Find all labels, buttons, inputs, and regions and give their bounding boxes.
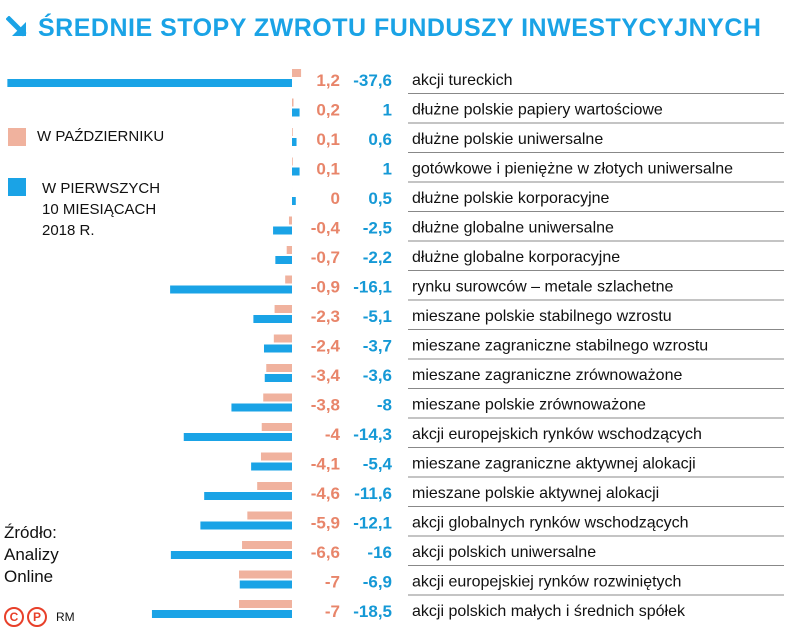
value-label-ytd: -12,1 (353, 513, 392, 533)
category-label: mieszane zagraniczne aktywnej alokacji (412, 455, 696, 473)
category-label: dłużne globalne korporacyjne (412, 249, 621, 266)
bar-ytd (292, 138, 297, 146)
bar-month (261, 453, 292, 461)
value-label-month: -7 (324, 602, 340, 621)
bar-month (289, 217, 292, 225)
bar-ytd (292, 109, 300, 117)
bar-ytd (7, 79, 292, 87)
bar-month (239, 600, 292, 608)
value-label-month: 0,1 (316, 130, 340, 149)
bar-month (247, 512, 292, 520)
value-label-ytd: -5,4 (362, 454, 392, 474)
bar-month (292, 99, 294, 107)
value-label-ytd: -14,3 (353, 425, 392, 444)
category-label: rynku surowców – metale szlachetne (412, 278, 674, 296)
bar-month (242, 541, 292, 549)
bar-ytd (264, 345, 292, 353)
value-label-month: -3,4 (310, 366, 340, 385)
value-label-ytd: -3,6 (362, 366, 392, 385)
bar-ytd (251, 463, 292, 471)
category-label: akcji polskich uniwersalne (412, 544, 597, 561)
bar-month (287, 246, 292, 254)
category-label: gotówkowe i pieniężne w złotych uniwersalne (412, 160, 734, 178)
bar-month (292, 128, 293, 136)
bar-month (266, 364, 292, 372)
legend-ytd-label: W PIERWSZYCH 10 MIESIĄCACH 2018 R. (42, 180, 161, 239)
category-label: mieszane polskie zrównoważone (412, 396, 646, 414)
bar-ytd (253, 315, 292, 323)
value-label-ytd: -11,6 (354, 484, 392, 503)
category-label: akcji europejskich rynków wschodzących (412, 426, 702, 443)
bar-ytd (200, 522, 292, 530)
author-initials: RM (56, 610, 75, 624)
value-label-month: -2,4 (310, 336, 340, 356)
category-label: mieszane zagraniczne stabilnego wzrostu (412, 337, 709, 355)
legend-month-label: W PAŹDZIERNIKU (37, 128, 165, 145)
value-label-ytd: 0,6 (368, 130, 392, 149)
category-label: dłużne polskie papiery wartościowe (412, 101, 663, 119)
bar-month (285, 276, 292, 284)
legend-month-swatch (8, 128, 26, 146)
value-label-month: 1,2 (316, 71, 340, 90)
copyright-row (4, 607, 75, 627)
bar-month (292, 69, 301, 77)
value-label-month: 0 (330, 189, 340, 208)
category-label: akcji tureckich (412, 72, 513, 89)
value-label-month: 0,1 (316, 159, 340, 179)
bar-ytd (152, 610, 292, 618)
value-label-ytd: -3,7 (362, 336, 392, 356)
copyright-p-icon: P (27, 607, 47, 627)
category-label: akcji polskich małych i średnich spółek (412, 603, 685, 620)
category-label: akcji europejskiej rynków rozwiniętych (412, 573, 682, 591)
bar-ytd (265, 374, 292, 382)
category-label: mieszane polskie stabilnego wzrostu (412, 308, 672, 325)
value-label-ytd: -2,2 (362, 248, 392, 267)
value-label-ytd: -16,1 (353, 277, 392, 297)
value-label-month: -4 (324, 425, 340, 444)
source-note: Źródło: Analizy Online (4, 523, 59, 586)
bar-month (275, 305, 292, 313)
value-label-month: -0,9 (310, 277, 340, 297)
bar-month (292, 158, 293, 166)
bar-ytd (184, 433, 292, 441)
value-label-month: -4,1 (310, 454, 340, 474)
value-label-ytd: 1 (382, 159, 392, 179)
value-label-ytd: -5,1 (362, 307, 392, 326)
bar-ytd (240, 581, 292, 589)
value-label-month: -5,9 (310, 513, 340, 533)
bar-ytd (292, 197, 296, 205)
value-label-month: -6,6 (310, 543, 340, 562)
bar-month (274, 335, 292, 343)
value-label-month: 0,2 (316, 100, 340, 120)
bar-month (262, 423, 292, 431)
value-label-month: -2,3 (310, 307, 340, 326)
bar-ytd (292, 168, 300, 176)
category-label: dłużne polskie uniwersalne (412, 131, 604, 148)
value-label-month: -3,8 (310, 395, 340, 415)
value-label-ytd: -16 (367, 543, 392, 562)
value-label-ytd: 0,5 (368, 189, 392, 208)
value-label-ytd: -2,5 (362, 218, 392, 238)
value-label-month: -0,7 (310, 248, 340, 267)
bar-ytd (204, 492, 292, 500)
value-label-ytd: -6,9 (362, 572, 392, 592)
bar-ytd (231, 404, 292, 412)
category-label: dłużne globalne uniwersalne (412, 219, 614, 237)
bar-month (239, 571, 292, 579)
chart-title: ŚREDNIE STOPY ZWROTU FUNDUSZY INWESTYCYJNYCH (38, 13, 762, 42)
bar-ytd (273, 227, 292, 235)
category-label: mieszane polskie aktywnej alokacji (412, 485, 660, 502)
bar-ytd (170, 286, 292, 294)
value-label-ytd: -37,6 (353, 71, 392, 90)
value-label-ytd: -18,5 (353, 602, 392, 621)
value-label-month: -0,4 (310, 218, 340, 238)
bar-month (257, 482, 292, 490)
category-label: akcji globalnych rynków wschodzących (412, 514, 689, 532)
copyright-c-icon: C (4, 607, 24, 627)
category-label: dłużne polskie korporacyjne (412, 190, 610, 207)
bar-ytd (171, 551, 292, 559)
bar-ytd (275, 256, 292, 264)
category-label: mieszane zagraniczne zrównoważone (412, 367, 683, 384)
legend-ytd-swatch (8, 178, 26, 196)
value-label-month: -4,6 (310, 484, 340, 503)
bar-month (263, 394, 292, 402)
value-label-ytd: -8 (376, 395, 392, 415)
value-label-ytd: 1 (382, 100, 392, 120)
value-label-month: -7 (324, 572, 340, 592)
